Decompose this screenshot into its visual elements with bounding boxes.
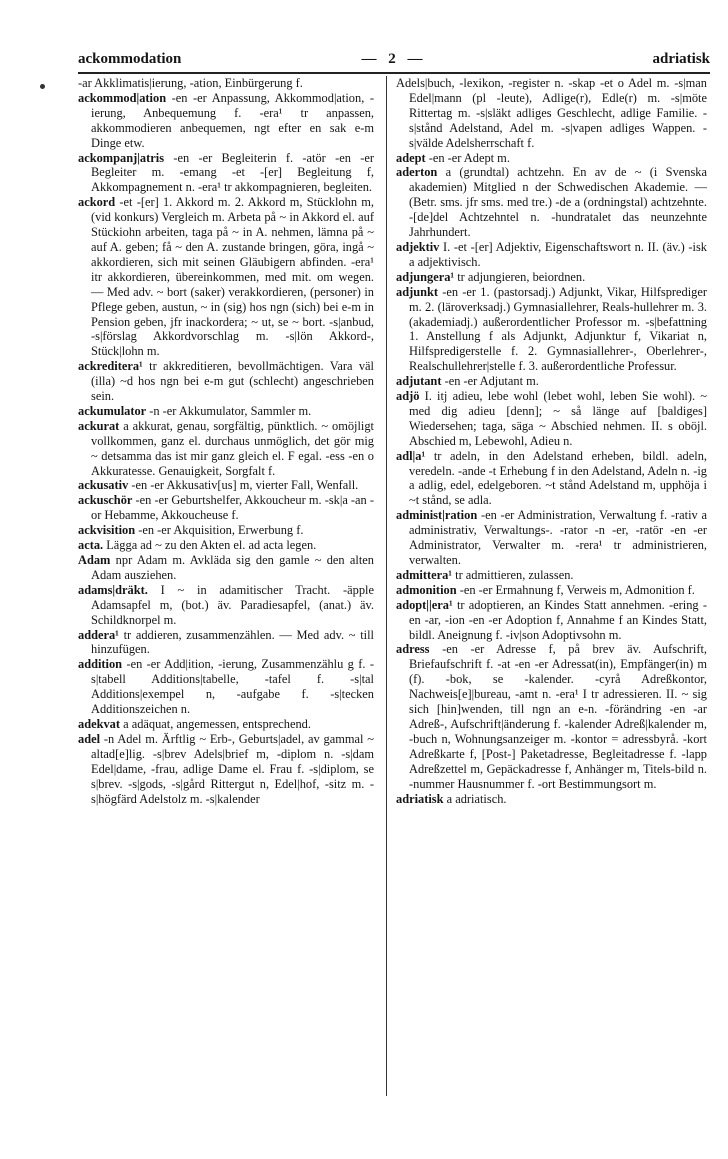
dictionary-entry [396,598,707,643]
entry-headword: adriatisk [396,791,444,806]
entry-definition: -ar Akklimatis|ierung, -ation, Einbürgerung f. [78,76,303,90]
entry-definition: -en -er Geburtshelfer, Akkoucheur m. -sk|a -an -or Hebamme, Akkoucheuse f. [91,493,374,523]
dictionary-entry [78,732,374,807]
header-right-guideword: adriatisk [652,51,710,67]
entry-definition: -n Adel m. Ärftlig ~ Erb-, Geburts|adel, av gammal ~ altad[e]lig. -s|brev Adels|brief m, -diplom n. -s|dam Edel|dame, -frau, adlige Dame el. Frau f. -s|diplom, se s|brev. -s|gods, -s|gård Rittergut n, Edel|hof, -sitz m. -s|högfärd Adelstolz m. -s|kalender [91,731,374,806]
entry-headword: addition [78,657,123,672]
entry-headword: admittera¹ [396,567,453,582]
entry-definition: npr Adam m. Avkläda sig den gamle ~ den alten Adam ausziehen. [91,553,374,582]
dictionary-entry [78,538,374,553]
margin-dot [40,84,45,89]
dictionary-entry [78,553,374,583]
entry-definition: a (grundtal) achtzehn. En av de ~ (i Svenska akademien) Mitglied n der Schwedischen Akademie. — (Betr. sms. jfr sms. med tre.) -de a (ordningstal) achtzehnte. -[de]del Achtzehntel n. -hundratalet das neunzehnte Jahrhundert. [409,165,707,240]
dictionary-entry [78,404,374,419]
entry-headword: ackurat [78,418,120,433]
column-divider [386,76,387,1096]
entry-definition: a adäquat, angemessen, entsprechend. [123,716,311,731]
dictionary-entry [396,76,707,151]
entry-definition: a adriatisch. [446,791,507,806]
entry-definition: -en -er Administration, Verwaltung f. -rativ a administrativ, Verwaltungs-. -rator -n -er, -ratör -en -er Administrator, Verwalter m. -rera¹ tr administrieren, verwalten. [409,508,707,567]
entry-definition: tr admittieren, zulassen. [455,567,574,582]
entry-definition: tr adoptieren, an Kindes Statt annehmen. -ering -en -ar, -ion -en -er Adoption f, Annahme f an Kindes Statt, bildl. Aneignung f. -iv|son Adoptivsohn m. [409,597,707,642]
entry-definition: I. -et -[er] Adjektiv, Eigenschaftswort n. II. (äv.) -isk a adjektivisch. [409,239,707,269]
dictionary-entry [78,583,374,628]
entry-definition: -n -er Akkumulator, Sammler m. [149,403,312,418]
entry-definition: -en -er Add|ition, -ierung, Zusammenzählu g f. -s|tabell Additions|tabelle, -tafel f. -s|tal Additions|exempel n, -aufgabe f. -s|tecken Additionszeichen n. [91,657,374,717]
entry-definition: -en -er Akquisition, Erwerbung f. [138,523,304,538]
entry-definition: -en -er Anpassung, Akkommod|ation, -ierung, Anbequemung f. -era¹ tr anpassen, akkommodieren anbequemen, ngt efter en sak e-m Dinge etw. [91,90,374,150]
dictionary-entry [396,508,707,568]
entry-headword: admonition [396,582,457,597]
entry-headword: administ|ration [396,508,478,523]
entry-headword: ackumulator [78,403,147,418]
entry-headword: adel [78,731,101,746]
entry-headword: adress [396,642,430,657]
entry-headword: adjö [396,389,420,404]
entry-headword: aderton [396,165,438,180]
dictionary-entry [396,389,707,449]
dictionary-entry [78,91,374,151]
entry-headword: adjektiv [396,239,440,254]
entry-headword: adjunkt [396,284,439,299]
entry-definition: tr adeln, in den Adelstand erheben, bildl. adeln, veredeln. -ande -t Erhebung f in den Adelstand, Adeln n. -ig a adlig, edel, edelgeboren. ~t stånd Adelstand m, upphöja i ~t stånd, se adla. [409,448,707,508]
entry-definition: I ~ in adamitischer Tracht. -äpple Adamsapfel m, (bot.) äv. Paradiesapfel, (anat.) äv. Schildknorpel m. [91,582,374,627]
dictionary-entry [78,419,374,479]
entry-headword: addera¹ [78,627,119,642]
entry-headword: adams|dräkt. [78,582,148,597]
dictionary-entry [78,717,374,732]
dictionary-entry [78,76,374,91]
dictionary-entry [78,493,374,523]
entry-headword: ackusativ [78,478,129,493]
page-number: — 2 — [361,51,427,67]
dictionary-entry [78,478,374,493]
entry-definition: -et -[er] 1. Akkord m. 2. Akkord m, Stücklohn m, (vid konkurs) Vergleich m. Arbeta på ~ in Akkord el. auf Stückiohn arbeiten, taga på ~ in A. nehmen, lämna på ~ auf A. geben; få ~ den A. zustande bringen, göra, ingå ~ akkordieren, sich mit seinen Gläubigern abfinden. -era¹ itr akkordieren, übereinkommen, med mit. om wegen. — Med adv. ~ bort (saker) verakkordieren, (personer) in Pflege geben, austun, ~ in (sig) hos ngn (sich) bei e-m in Pension geben, jfr inackordera; ~ ut, se ~ bort. -s|anbud, -s|förslag Akkordvorschlag m. -s|lön Akkord-, Stück|lohn m. [91,195,374,359]
entry-definition: tr akkreditieren, bevollmächtigen. Vara väl (illa) ~d hos ngn bei e-m gut (schlecht) angeschrieben sein. [91,359,374,404]
entry-headword: adl|a¹ [396,448,426,463]
dictionary-entry [78,359,374,404]
dictionary-entry [396,642,707,791]
dictionary-entry [396,568,707,583]
dictionary-entry [396,449,707,509]
left-column [78,76,374,806]
page-header [78,51,710,71]
entry-headword: ackuschör [78,493,133,508]
entry-headword: ackord [78,195,116,210]
dictionary-entry [396,270,707,285]
dictionary-entry [396,285,707,374]
entry-headword: adjungera¹ [396,269,455,284]
entry-definition: -en -er Begleiterin f. -atör -en -er Begleiter m. -emang -et -[er] Begleitung f, Akkompagnement n. -era¹ tr akkompagnieren, begleiten. [91,150,374,195]
dictionary-entry [396,792,707,807]
entry-definition: -en -er Adept m. [428,150,510,165]
entry-definition: I. itj adieu, lebe wohl (lebet wohl, leben Sie wohl). ~ med dig adieu [denn]; ~ så länge auf [baldiges] Wiedersehen; taga, säga ~ Abschied nehmen. II. s oböjl. Abschied m, Lebewohl, Adieu n. [409,389,707,448]
entry-definition: Lägga ad ~ zu den Akten el. ad acta legen. [106,538,317,553]
dictionary-entry [78,628,374,658]
entry-definition: -en -er Adjutant m. [444,374,539,389]
entry-definition: Adels|buch, -lexikon, -register n. -skap -et o Adel m. -s|man Edel|mann (pl -leute), Adlige(r), Edle(r) m. -s|möte Rittertag m. -s|släkt adliges Geschlecht, adlige Familie. -s|stånd Adelstand, Adel m. -s|vapen adliges Wappen. -s|välde Adelsherrschaft f. [396,76,707,150]
entry-headword: adept [396,150,426,165]
right-column [396,76,707,806]
entry-headword: acta. [78,538,104,553]
entry-definition: tr adjungieren, beiordnen. [457,269,586,284]
header-rule [78,72,710,74]
entry-headword: adopt||era¹ [396,597,453,612]
entry-definition: tr addieren, zusammenzählen. — Med adv. ~ till hinzufügen. [91,627,374,657]
entry-headword: adjutant [396,374,442,389]
dictionary-entry [396,374,707,389]
entry-headword: ackvisition [78,523,136,538]
dictionary-entry [396,151,707,166]
dictionary-entry [78,657,374,717]
dictionary-entry [78,523,374,538]
header-left-guideword: ackommodation [78,51,182,67]
entry-headword: adekvat [78,716,120,731]
entry-definition: -en -er Akkusativ[us] m, vierter Fall, Wenfall. [131,478,359,493]
entry-definition: -en -er Adresse f, på brev äv. Aufschrift, Briefaufschrift f. -at -en -er Adressat(in), Empfänger(in) m (f). -bok, se -kalender. -cyrå Adreßkontor, Nachweis[e]|bureau, -amt n. -era¹ I tr adressieren. II. ~ sig sich [hin]wenden, till ngn an e-n. -förändring -en -ar Adreß-, Aufschrift|änderung f. -kalender Adreß|kalender m, -buch n, Wohnungsanzeiger m. -kontor = adressbyrå. -kort Adreßkarte f, [Post-] Paketadresse, Begleitadresse f. -lapp Adreßzettel m, Gepäckadresse f, Anhänger m, Titels-bild n. -nummer Hausnummer f. -ort Bestimmungsort m. [409,642,707,791]
entry-headword: ackreditera¹ [78,359,143,374]
entry-definition: -en -er 1. (pastorsadj.) Adjunkt, Vikar, Hilfsprediger m. 2. (läroverksadj.) Gymnasiallehrer, Reals-hullehrer m. 3. (akademiadj.) außerordentlicher Professor m. -s|befattning 1. Anstellung f als Adjunkt, Adjunktur f, Vikariat n, Hilfspredigerstelle f. 2. Gymnasiallehrer-, Oberlehrer-, Realschullehrer|stelle f. 3. außerordentliche Professur. [409,284,707,374]
entry-headword: ackompanj|atris [78,150,165,165]
dictionary-entry [78,195,374,359]
entry-definition: -en -er Ermahnung f, Verweis m, Admonition f. [459,582,695,597]
entry-definition: a akkurat, genau, sorgfältig, pünktlich. ~ omöjligt vollkommen, ganz el. durchaus unmöglich, det gör mig ~ detsamma das ist mir ganz gleich el. F egal. -ess -en o Akkuratesse. Genauigkeit, Sorgfalt f. [91,418,374,478]
dictionary-entry [78,151,374,196]
dictionary-entry [396,165,707,240]
entry-headword: ackommod|ation [78,90,167,105]
dictionary-entry [396,240,707,270]
dictionary-entry [396,583,707,598]
entry-headword: Adam [78,553,111,567]
